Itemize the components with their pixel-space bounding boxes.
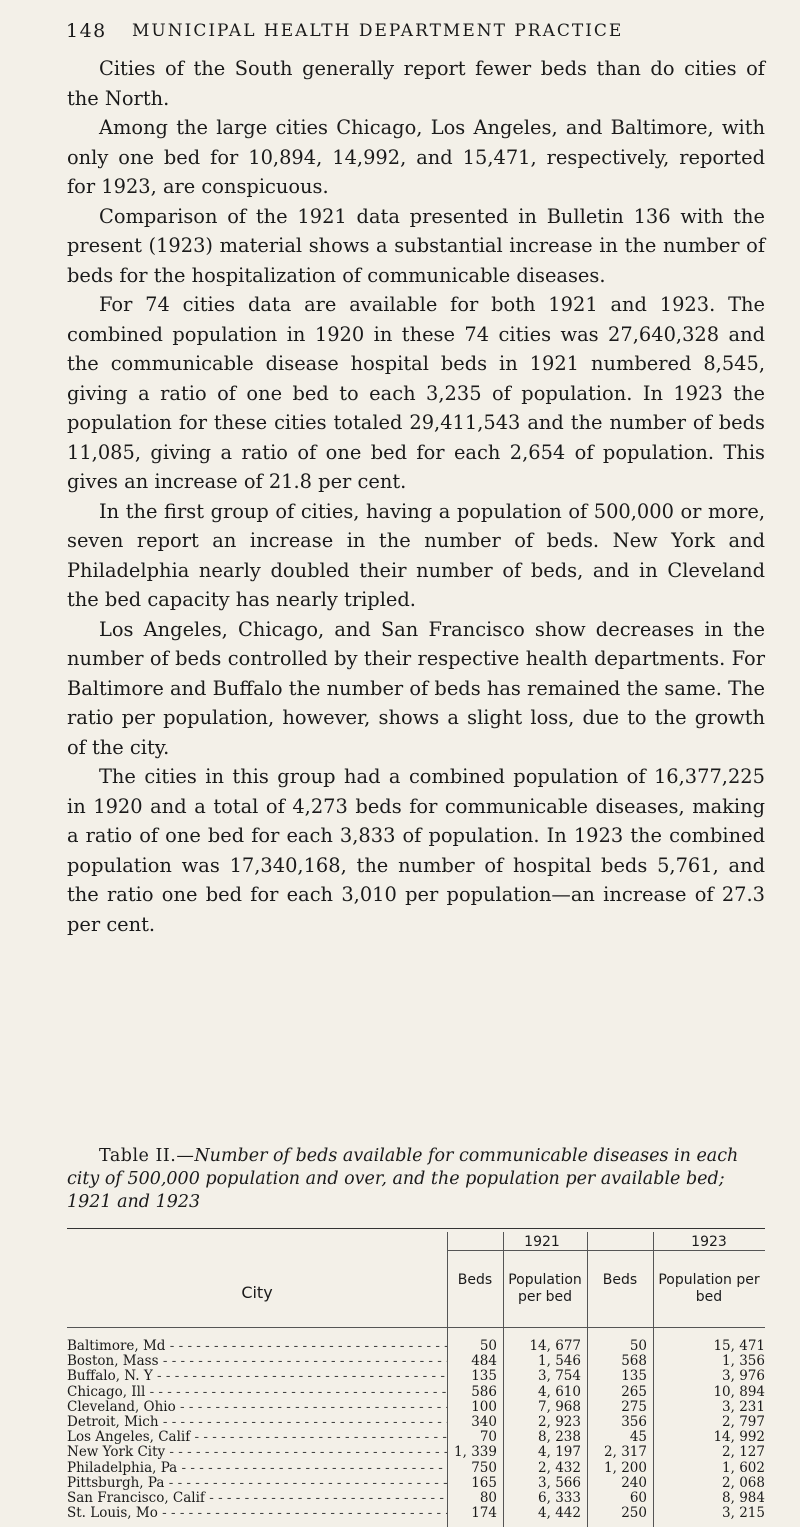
- table-year-rule: [447, 1250, 765, 1251]
- table-cell-pop-1923: 2, 068: [722, 1474, 765, 1491]
- table-row: [67, 1339, 765, 1354]
- paragraph: Cities of the South generally report fewer beds than do cities of the North.: [67, 57, 765, 110]
- table-cell-beds-1923: 265: [621, 1383, 647, 1400]
- table-cell-beds-1923: 356: [621, 1414, 647, 1430]
- table-cell-beds-1923: 2, 317: [604, 1444, 647, 1461]
- table-cell-beds-1921: 70: [479, 1429, 497, 1446]
- table-cell-beds-1921: 80: [479, 1490, 497, 1506]
- table-cell-beds-1923: 240: [621, 1474, 647, 1491]
- table-row: [67, 1415, 765, 1430]
- table-cell-beds-1923: 250: [621, 1505, 647, 1522]
- table-cell-beds-1921: 135: [471, 1368, 497, 1385]
- table-cell-pop-1923: 8, 984: [722, 1490, 765, 1506]
- table-cell-beds-1923: 45: [629, 1429, 647, 1446]
- table-cell-city: Pittsburgh, Pa - - -: [67, 1476, 447, 1491]
- table-cell-beds-1921: 1, 339: [454, 1444, 497, 1461]
- table-cell-city: Cleveland, Ohio - - -: [67, 1400, 447, 1415]
- table-cell-pop-1923: 2, 127: [722, 1444, 765, 1461]
- table-cell-beds-1921: 586: [471, 1383, 497, 1400]
- table-cell-pop-1923: 3, 215: [722, 1505, 765, 1522]
- table-row: [67, 1491, 765, 1506]
- table-cell-pop-1921: 3, 566: [538, 1474, 581, 1491]
- paragraph: Comparison of the 1921 data presented in Bulletin 136 with the present (1923) material shows a substantial increase in the number of beds for the hospitalization of communicable diseases.: [67, 204, 765, 287]
- table-row: [67, 1506, 765, 1521]
- col-header-pop-per-bed-1921: Population per bed: [508, 1272, 582, 1305]
- table-row: [67, 1445, 765, 1460]
- table-cell-city: Chicago, Ill - - -: [67, 1385, 447, 1400]
- table-cell-pop-1923: 15, 471: [713, 1338, 765, 1354]
- table-cell-city: St. Louis, Mo - - -: [67, 1506, 447, 1521]
- table-cell-city: Boston, Mass - - -: [67, 1354, 447, 1369]
- table-cell-beds-1921: 484: [471, 1353, 497, 1370]
- table-cell-pop-1921: 4, 442: [538, 1505, 581, 1522]
- table-cell-beds-1921: 750: [471, 1459, 497, 1476]
- running-title: MUNICIPAL HEALTH DEPARTMENT PRACTICE: [132, 21, 624, 41]
- table-cell-beds-1923: 1, 200: [604, 1459, 647, 1476]
- table-cell-city: Buffalo, N. Y - - -: [67, 1369, 447, 1384]
- table-cell-beds-1923: 135: [621, 1368, 647, 1385]
- table-cell-pop-1921: 2, 432: [538, 1459, 581, 1476]
- table-caption-text: Number of beds available for communicable diseases in each city of 500,000 population and over, and the population per available bed; 1921 and 1923: [67, 1146, 739, 1212]
- table-caption: [67, 1145, 765, 1214]
- table-header-rule: [67, 1327, 765, 1328]
- paragraph: For 74 cities data are available for both 1921 and 1923. The combined population in 1920 in these 74 cities was 27,640,328 and the communicable disease hospital beds in 1921 numbered 8,545, giving a ratio of one bed to each 3,235 of population. In 1923 the population for these cities totaled 29,411,543 and the number of beds 11,085, giving a ratio of one bed for each 2,654 of population. This gives an increase of 21.8 per cent.: [67, 293, 765, 493]
- table-row: [67, 1354, 765, 1369]
- table-cell-beds-1923: 50: [629, 1338, 647, 1354]
- table-row: [67, 1385, 765, 1400]
- paragraph: Los Angeles, Chicago, and San Francisco show decreases in the number of beds controlled by their respective health departments. For Baltimore and Buffalo the number of beds has remained the same. The ratio per population, however, shows a slight loss, due to the growth of the city.: [67, 617, 765, 759]
- table-cell-pop-1921: 4, 610: [538, 1383, 581, 1400]
- table-cell-city: Detroit, Mich - - -: [67, 1415, 447, 1430]
- table-cell-beds-1921: 340: [471, 1414, 497, 1430]
- table-cell-pop-1923: 2, 797: [722, 1414, 765, 1430]
- table-cell-pop-1921: 2, 923: [538, 1414, 581, 1430]
- table-cell-beds-1921: 50: [479, 1338, 497, 1354]
- table-cell-pop-1921: 3, 754: [538, 1368, 581, 1385]
- table-cell-pop-1923: 3, 976: [722, 1368, 765, 1385]
- table-cell-beds-1923: 275: [621, 1398, 647, 1415]
- table-cell-city: New York City - - -: [67, 1445, 447, 1460]
- table-cell-pop-1923: 1, 356: [722, 1353, 765, 1370]
- table-cell-beds-1921: 174: [471, 1505, 497, 1522]
- col-header-pop-per-bed-1923: Population per bed: [658, 1272, 760, 1305]
- table-cell-beds-1921: 100: [471, 1398, 497, 1415]
- table-cell-pop-1921: 8, 238: [538, 1429, 581, 1446]
- table-cell-pop-1921: 1, 546: [538, 1353, 581, 1370]
- table-caption-lead: Table II.—: [99, 1146, 195, 1166]
- table-row: [67, 1430, 765, 1445]
- table-cell-pop-1921: 7, 968: [538, 1398, 581, 1415]
- col-header-city: City: [241, 1283, 273, 1302]
- col-header-beds-1923: Beds: [602, 1272, 638, 1288]
- col-header-1921: 1921: [524, 1234, 560, 1250]
- table-cell-city: San Francisco, Calif - - -: [67, 1491, 447, 1506]
- table-cell-pop-1923: 1, 602: [722, 1459, 765, 1476]
- table-row: [67, 1369, 765, 1384]
- table-cell-pop-1921: 14, 677: [529, 1338, 581, 1354]
- body-text: [67, 54, 765, 939]
- table-cell-beds-1923: 568: [621, 1353, 647, 1370]
- table-cell-pop-1921: 6, 333: [538, 1490, 581, 1506]
- table-row: [67, 1400, 765, 1415]
- table-cell-pop-1923: 3, 231: [722, 1398, 765, 1415]
- paragraph: The cities in this group had a combined population of 16,377,225 in 1920 and a total of 4,273 beds for communicable diseases, making a ratio of one bed for each 3,833 of population. In 1923 the combined population was 17,340,168, the number of hospital beds 5,761, and the ratio one bed for each 3,010 per population—an increase of 27.3 per cent.: [67, 765, 765, 936]
- table-row: [67, 1476, 765, 1491]
- table-cell-beds-1921: 165: [471, 1474, 497, 1491]
- paragraph: Among the large cities Chicago, Los Angeles, and Baltimore, with only one bed for 10,894, 14,992, and 15,471, respectively, reported for 1923, are conspicuous.: [67, 116, 765, 198]
- table-cell-city: Los Angeles, Calif - - -: [67, 1430, 447, 1445]
- table-cell-pop-1923: 10, 894: [713, 1383, 765, 1400]
- col-header-beds-1921: Beds: [457, 1272, 493, 1288]
- table-row: [67, 1461, 765, 1476]
- table-cell-pop-1923: 14, 992: [713, 1429, 765, 1446]
- table-cell-beds-1923: 60: [629, 1490, 647, 1506]
- table-cell-city: Baltimore, Md - - -: [67, 1339, 447, 1354]
- col-header-1923: 1923: [691, 1234, 727, 1250]
- table-top-rule: [67, 1228, 765, 1229]
- page-number: 148: [66, 20, 107, 42]
- table-cell-city: Philadelphia, Pa - - -: [67, 1461, 447, 1476]
- table-cell-pop-1921: 4, 197: [538, 1444, 581, 1461]
- paragraph: In the first group of cities, having a population of 500,000 or more, seven report an increase in the number of beds. New York and Philadelphia nearly doubled their number of beds, and in Cleveland the bed capacity has nearly tripled.: [67, 499, 765, 611]
